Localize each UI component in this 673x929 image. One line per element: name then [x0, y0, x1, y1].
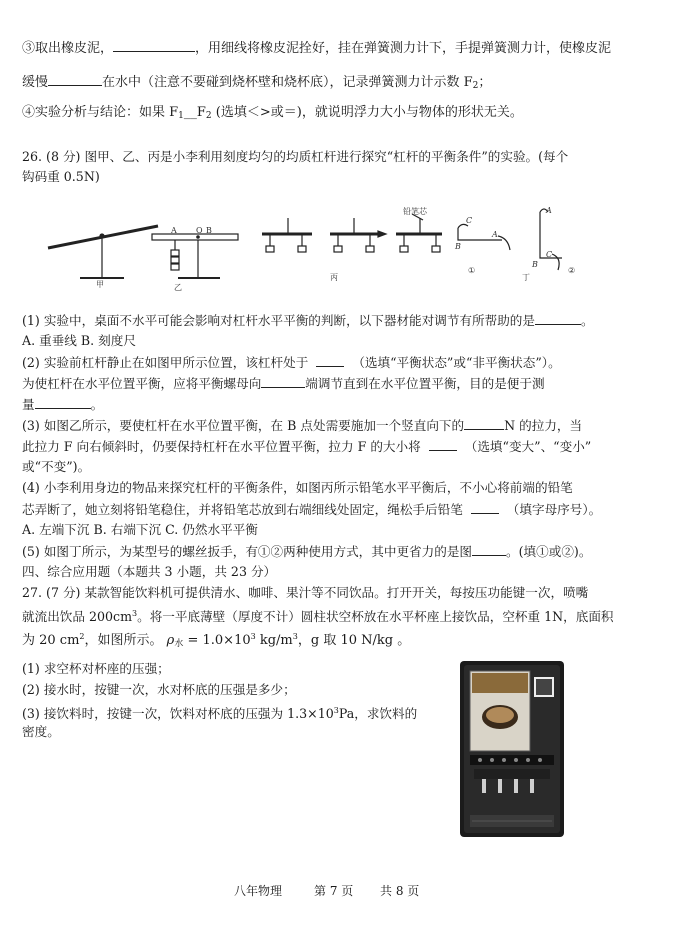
text-line: [22, 353, 561, 372]
text-line: (4) 小李利用身边的物品来探究杠杆的平衡条件，如图丙所示铅笔水平平衡后，不小心将前端的铅笔: [22, 480, 573, 495]
answer-blank[interactable]: [429, 437, 457, 451]
text-line: [22, 437, 591, 456]
text-line: [22, 416, 582, 435]
text-line: [22, 311, 594, 330]
caption-jia: 甲: [96, 280, 104, 289]
text: Pa，求饮料的: [338, 706, 418, 721]
subscript: 水: [174, 639, 184, 649]
text-line: [22, 104, 523, 125]
text: （选填“变大”、“变小”: [464, 439, 592, 454]
answer-blank[interactable]: [113, 38, 195, 52]
text: 端调节直到在水平位置平衡，目的是便于测: [305, 376, 545, 391]
text: ，如图所示。: [84, 633, 163, 648]
superscript: 3: [292, 632, 298, 641]
caption-yi: 乙: [174, 283, 182, 292]
caption-ding: 丁: [522, 273, 530, 282]
text: 此拉力 F 向右倾斜时，仍要保持杠杆在水平位置平衡，拉力 F 的大小将: [22, 439, 421, 454]
answer-blank[interactable]: [48, 72, 102, 86]
text-line: [22, 38, 611, 58]
text: (5) 如图丁所示，为某型号的螺丝扳手，有①②两种使用方式，其中更省力的是图: [22, 544, 473, 559]
question-26-heading: 26. (8 分) 图甲、乙、丙是小李利用刻度均匀的均质杠杆进行探究“杠杆的平衡条件”的实验。(每个: [22, 149, 569, 164]
text: 。: [90, 397, 104, 412]
text: (选填＜>或＝)，就说明浮力大小与物体的形状无关。: [211, 105, 523, 120]
answer-blank[interactable]: [472, 542, 506, 556]
answer-blank[interactable]: [261, 374, 305, 388]
sub-question-2: (2) 接水时，按键一次，水对杯底的压强是多少；: [22, 682, 296, 697]
text: 。(填①或②)。: [506, 544, 592, 559]
question-26-heading-cont: 钩码重 0.5N): [22, 169, 100, 184]
text: 缓慢: [22, 75, 49, 90]
superscript: 3: [250, 632, 256, 641]
question-27-heading: 27. (7 分) 某款智能饮料机可提供清水、咖啡、果汁等不同饮品。打开开关，每按压功能键一次，喷嘴: [22, 585, 589, 600]
superscript: 2: [79, 632, 85, 641]
text: ，用细线将橡皮泥拴好，挂在弹簧测力计下，手提弹簧测力计，使橡皮泥: [195, 41, 612, 56]
text-line: [22, 395, 103, 414]
label-wrench-b: B: [455, 242, 461, 251]
superscript: 3: [333, 706, 339, 715]
text: (3) 接饮料时，按键一次，饮料对杯底的压强为 1.3×10: [22, 706, 334, 721]
text-line: [22, 500, 601, 519]
label-use-2: ②: [568, 266, 576, 275]
text: 在水中（注意不要碰到烧杯壁和烧杯底），记录弹簧测力计示数 F: [102, 75, 473, 90]
label-point-o: O: [196, 226, 203, 235]
answer-blank[interactable]: [316, 353, 344, 367]
subscript: 2: [472, 81, 479, 91]
text: (1) 实验中，桌面不水平可能会影响对杠杆水平平衡的判断，以下器材能对调节有所帮助的是: [22, 313, 535, 328]
answer-blank[interactable]: [471, 500, 499, 514]
footer-page-total: 共 8 页: [380, 884, 420, 898]
text: ③取出橡皮泥，: [22, 41, 114, 56]
label-wrench2-a: A: [546, 206, 552, 215]
answer-blank[interactable]: [535, 311, 581, 325]
caption-bing: 丙: [330, 273, 338, 282]
superscript: 3: [132, 609, 138, 618]
text: 为 20 cm: [22, 633, 80, 648]
options-line: A. 重垂线 B. 刻度尺: [22, 333, 136, 348]
text-line: [22, 542, 591, 561]
label-use-1: ①: [468, 266, 476, 275]
label-point-a: A: [171, 226, 177, 235]
answer-blank[interactable]: [464, 416, 504, 430]
text-line: 或“不变”)。: [22, 459, 91, 474]
text: kg/m: [255, 633, 293, 648]
text-line: [22, 605, 614, 626]
sub-question-1: (1) 求空杯对杯座的压强；: [22, 661, 170, 676]
text: （填字母序号）。: [506, 502, 602, 517]
options-line: A. 左端下沉 B. 右端下沉 C. 仍然水平平衡: [22, 522, 258, 537]
text: 就流出饮品 200cm: [22, 609, 133, 624]
text: = 1.0×10: [183, 633, 251, 648]
rho-symbol: ρ: [166, 633, 175, 648]
footer-page-number: 第 7 页: [314, 884, 354, 898]
text: ；: [478, 75, 492, 90]
text-line: [22, 374, 545, 393]
label-wrench-c: C: [466, 216, 473, 225]
text: 。: [581, 313, 594, 328]
label-wrench-a: A: [492, 230, 498, 239]
drink-machine-image: [452, 655, 572, 840]
label-wrench2-c: C: [546, 250, 553, 259]
text: 为使杠杆在水平位置平衡，应将平衡螺母向: [22, 376, 262, 391]
text: 量: [22, 397, 35, 412]
text: (2) 实验前杠杆静止在如图甲所示位置，该杠杆处于: [22, 355, 309, 370]
text: __F: [183, 105, 206, 120]
lever-figures: [40, 206, 640, 296]
sub-question-3-cont: 密度。: [22, 724, 60, 739]
text: （选填“平衡状态”或“非平衡状态”）。: [352, 355, 561, 370]
text: N 的拉力，当: [504, 418, 583, 433]
subscript: 1: [178, 111, 184, 121]
subscript: 2: [205, 111, 212, 121]
drink-machine-illustration: [452, 655, 572, 840]
label-pencil-lead: 铅笔芯: [403, 207, 427, 216]
sub-question-3: [22, 702, 417, 723]
text: (3) 如图乙所示，要使杠杆在水平位置平衡，在 B 点处需要施加一个竖直向下的: [22, 418, 465, 433]
footer-subject: 八年物理: [234, 884, 283, 898]
text-line: [22, 628, 410, 653]
label-point-b: B: [206, 226, 212, 235]
text: ，g 取 10 N/kg 。: [297, 633, 411, 648]
answer-blank[interactable]: [35, 395, 91, 409]
label-wrench2-b: B: [532, 260, 538, 269]
text-line: [22, 72, 491, 95]
text: 芯弄断了，她立刻将铅笔稳住，并将铅笔芯放到右端细线处固定，绳松手后铅笔: [22, 502, 463, 517]
text: ④实验分析与结论：如果 F: [22, 105, 179, 120]
section-heading: 四、综合应用题（本题共 3 小题，共 23 分）: [22, 564, 277, 579]
text: 。将一平底薄壁（厚度不计）圆柱状空杯放在水平杯座上接饮品，空杯重 1N，底面积: [137, 609, 614, 624]
